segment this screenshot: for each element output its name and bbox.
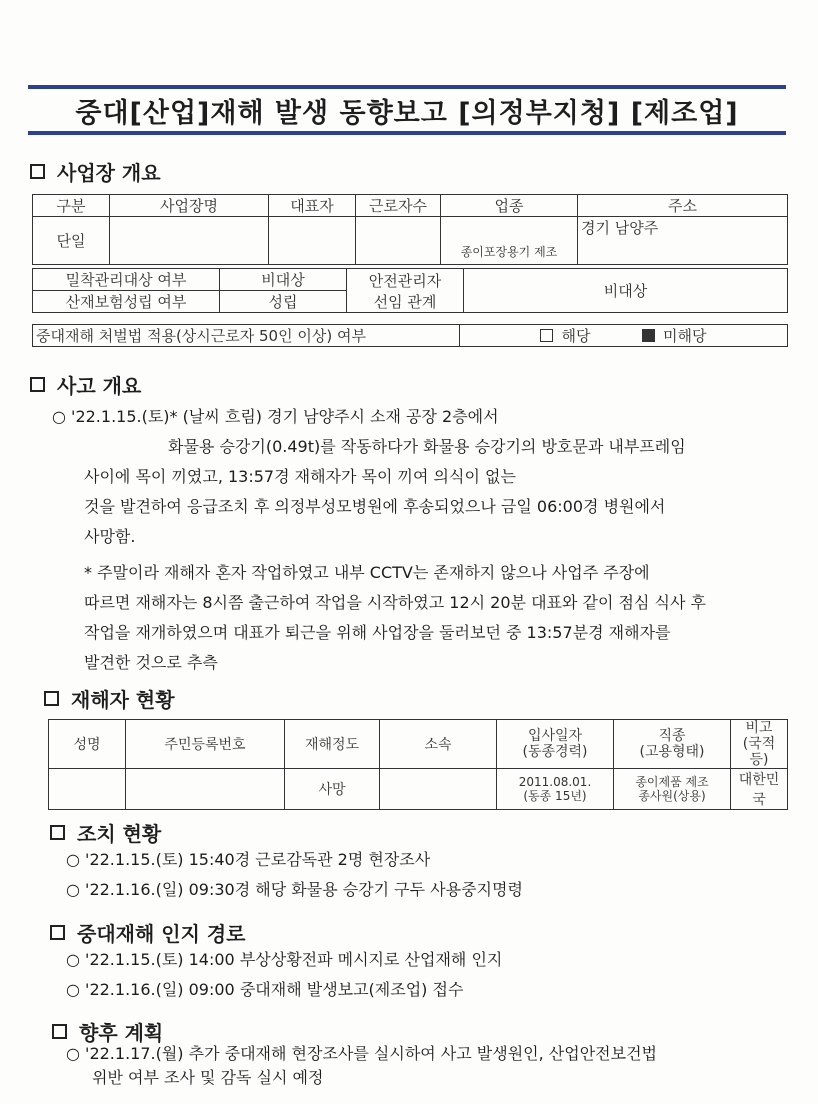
- col-header: 근로자수: [356, 195, 441, 217]
- section-heading-business: 사업장 개요: [30, 157, 161, 186]
- checkbox-icon: [50, 825, 65, 840]
- accident-line: 화물용 승강기(0.49t)를 작동하다가 화물용 승강기의 방호문과 내부프레임: [168, 437, 686, 456]
- note-line: 작업을 재개하였으며 대표가 퇴근을 위해 사업장을 둘러보던 중 13:57분경 재해자를: [84, 623, 671, 642]
- plan-line: ○ '22.1.17.(월) 추가 중대재해 현장조사를 실시하여 사고 발생원인, 산업안전보건법: [66, 1044, 657, 1063]
- checkbox-icon: [52, 1024, 67, 1039]
- col-header: 주소: [578, 195, 788, 217]
- victim-table: 성명 주민등록번호 재해정도 소속 입사일자 (동종경력) 직종 (고용형태) 비고 (국적 등) 사망 2011.08.01. (동종 15년) 종이제품 제조 종사원(상용) 대한민국: [48, 719, 788, 810]
- cell-value: 비대상: [220, 269, 347, 291]
- serious-accident-table: 중대재해 처벌법 적용(상시근로자 50인 이상) 여부 해당 미해당: [32, 324, 788, 347]
- checkbox-empty-icon: [540, 329, 553, 342]
- col-header: 주민등록번호: [126, 720, 285, 769]
- note-line: * 주말이라 재해자 혼자 작업하였고 내부 CCTV는 존재하지 않으나 사업주 주장에: [84, 563, 650, 582]
- cell-name: [110, 217, 269, 265]
- cell-note: 대한민국: [731, 769, 788, 810]
- cell-rep: [269, 217, 356, 265]
- recognition-line: ○ '22.1.16.(일) 09:00 중대재해 발생보고(제조업) 접수: [66, 980, 464, 999]
- col-header: 구분: [33, 195, 110, 217]
- cell-name: [49, 769, 126, 810]
- checkbox-filled-icon: [642, 329, 655, 342]
- cell-label: 안전관리자: [368, 271, 442, 290]
- cell-label: 선임 관계: [373, 292, 437, 311]
- cell-value: 성립: [220, 291, 347, 313]
- cell-id: [126, 769, 285, 810]
- checkbox-icon: [50, 925, 65, 940]
- cell-workers: [356, 217, 441, 265]
- title-bar: [28, 85, 786, 135]
- section-heading-recognition: 중대재해 인지 경로: [50, 918, 246, 947]
- col-header: 사업장명: [110, 195, 269, 217]
- measure-line: ○ '22.1.16.(일) 09:30경 해당 화물용 승강기 구두 사용중지명령: [66, 880, 523, 899]
- cell-label: 밀착관리대상 여부: [33, 269, 220, 291]
- accident-line: 것을 발견하여 응급조치 후 의정부성모병원에 후송되었으나 금일 06:00경 병원에서: [84, 497, 666, 516]
- cell-value: 비대상: [464, 269, 788, 313]
- cell-dept: [380, 769, 497, 810]
- col-header: 재해정도: [285, 720, 380, 769]
- accident-line: ○ '22.1.15.(토)* (날씨 흐림) 경기 남양주시 소재 공장 2층에서: [52, 407, 499, 426]
- cell-label: 중대재해 처벌법 적용(상시근로자 50인 이상) 여부: [33, 325, 460, 347]
- cell-industry: 종이포장용기 제조: [441, 217, 578, 265]
- checkbox-icon: [30, 164, 45, 179]
- col-header: 대표자: [269, 195, 356, 217]
- plan-line: 위반 여부 조사 및 감독 실시 예정: [92, 1068, 324, 1087]
- document-title: 중대[산업]재해 발생 동향보고 [의정부지청] [제조업]: [75, 97, 739, 129]
- cell-degree: 사망: [285, 769, 380, 810]
- cell-type: 단일: [33, 217, 110, 265]
- note-line: 따르면 재해자는 8시쯤 출근하여 작업을 시작하였고 12시 20분 대표와 같이 점심 식사 후: [84, 593, 706, 612]
- section-heading-victim: 재해자 현황: [44, 684, 175, 713]
- checkbox-icon: [44, 691, 59, 706]
- management-table: [32, 268, 788, 313]
- business-table: [32, 194, 788, 265]
- col-header: 업종: [441, 195, 578, 217]
- section-heading-measures: 조치 현황: [50, 818, 161, 847]
- accident-line: 사이에 목이 끼였고, 13:57경 재해자가 목이 끼여 의식이 없는: [84, 467, 516, 486]
- section-heading-plan: 향후 계획: [52, 1017, 163, 1046]
- col-header: 성명: [49, 720, 126, 769]
- note-line: 발견한 것으로 추측: [84, 653, 218, 672]
- cell-label: 산재보험성립 여부: [33, 291, 220, 313]
- cell-address: 경기 남양주: [578, 217, 788, 265]
- recognition-line: ○ '22.1.15.(토) 14:00 부상상황전파 메시지로 산업재해 인지: [66, 950, 503, 969]
- accident-line: 사망함.: [84, 527, 136, 546]
- checkbox-icon: [30, 377, 45, 392]
- col-header: 소속: [380, 720, 497, 769]
- measure-line: ○ '22.1.15.(토) 15:40경 근로감독관 2명 현장조사: [66, 850, 431, 869]
- section-heading-accident: 사고 개요: [30, 370, 141, 399]
